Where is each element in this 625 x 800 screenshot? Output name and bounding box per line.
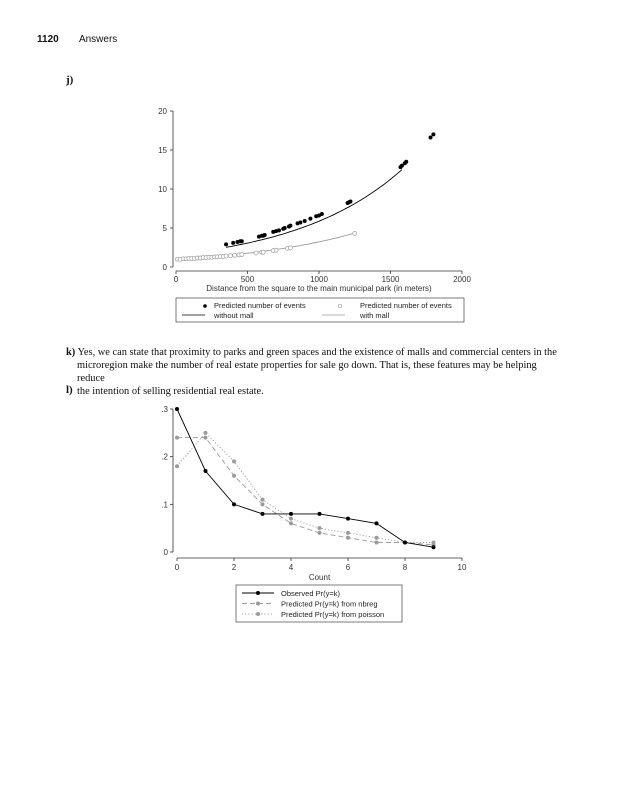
point-without-mall	[240, 239, 244, 243]
y-tick-label: .2	[161, 452, 168, 462]
point-without-mall	[263, 233, 267, 237]
y-tick-label: 20	[158, 107, 167, 116]
point-without-mall	[431, 132, 435, 136]
x-axis-label: Count	[308, 573, 331, 582]
point-without-mall	[348, 199, 352, 203]
x-tick-label: 10	[457, 563, 467, 572]
point-with-mall	[353, 231, 357, 235]
fit-line	[226, 170, 402, 248]
point-without-mall	[308, 217, 312, 221]
legend-label: without mall	[214, 311, 254, 320]
y-tick-label: 0	[162, 263, 167, 272]
point-without-mall	[288, 224, 292, 228]
x-tick-label: 4	[288, 563, 294, 572]
point-with-mall	[261, 250, 265, 254]
point-with-mall	[274, 248, 278, 252]
x-tick-label: 0	[174, 563, 180, 572]
point-without-mall	[303, 219, 307, 223]
point-without-mall	[320, 212, 324, 216]
x-tick-label: 500	[240, 275, 255, 284]
y-tick-label: 10	[158, 185, 167, 194]
label-l: l)	[66, 384, 73, 396]
point-without-mall	[298, 221, 302, 225]
legend-label: Predicted number of events	[214, 301, 306, 310]
point-with-mall	[254, 251, 258, 255]
point-with-mall	[240, 253, 244, 257]
x-tick-label: 2	[231, 563, 237, 572]
y-tick-label: 0	[163, 548, 168, 557]
paragraph-k-line3: the intention of selling residential real estate.	[77, 386, 264, 397]
y-tick-label: .3	[161, 405, 168, 414]
point-without-mall	[283, 226, 287, 230]
section-title: Answers	[78, 34, 118, 45]
point-without-mall	[429, 136, 433, 140]
point-without-mall	[224, 242, 228, 246]
point-without-mall	[231, 241, 235, 245]
x-axis-label: Distance from the square to the main municipal park (in meters)	[206, 284, 432, 293]
x-tick-label: 8	[402, 563, 408, 572]
x-tick-label: 1000	[310, 275, 328, 284]
legend-label: Predicted number of events	[360, 301, 452, 310]
legend-label: Observed Pr(y=k)	[281, 589, 340, 598]
legend-marker-without-mall	[203, 304, 207, 308]
y-tick-label: .1	[161, 500, 168, 510]
paragraph-k-line2: microregion make the number of real estate properties for sale go down. That is, these features may be helping reduce	[77, 360, 537, 384]
page-number: 1120	[37, 34, 59, 45]
x-tick-label: 6	[345, 563, 351, 572]
y-tick-label: 15	[158, 146, 167, 155]
label-j: j)	[66, 74, 74, 86]
paragraph-k	[66, 346, 566, 398]
legend-label: Predicted Pr(y=k) from nbreg	[281, 599, 378, 609]
legend-label: Predicted Pr(y=k) from poisson	[281, 610, 385, 619]
y-tick-label: 5	[162, 224, 167, 233]
x-tick-label: 2000	[453, 275, 471, 284]
point-with-mall	[224, 254, 228, 258]
point-with-mall	[228, 254, 232, 258]
legend-marker-with-mall	[338, 304, 342, 308]
legend-label: with mall	[360, 311, 390, 320]
point-without-mall	[404, 160, 408, 164]
x-tick-label: 1500	[381, 275, 400, 284]
paragraph-k-label: k)	[66, 347, 76, 358]
x-tick-label: 0	[173, 275, 179, 284]
point-with-mall	[233, 253, 237, 257]
paragraph-k-line1: Yes, we can state that proximity to parks and green spaces and the existence of malls and commercial centers in the	[77, 347, 557, 358]
point-without-mall	[277, 228, 281, 232]
point-with-mall	[288, 246, 292, 250]
